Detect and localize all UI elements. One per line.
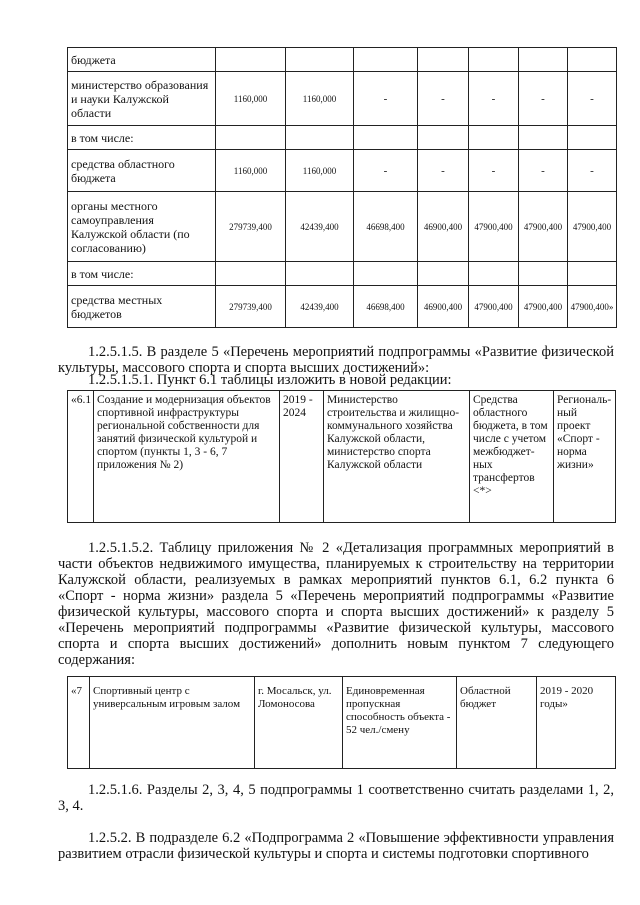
paragraph-1-2-5-2: 1.2.5.2. В подразделе 6.2 «Подпрограмма 2 «Повышение эффективности управления развитием отрасли физической культуры и спорта и системы подготовки спортивного [58,830,614,862]
value-cell: 47900,400 [519,286,568,328]
item-number: «7 [68,677,90,769]
value-cell [286,48,354,72]
item-name: Создание и модернизация объектов спортивной инфраструктуры региональной собственности для занятий физической культурой и спортом (пункты 1, 3 - 6, 7 приложения № 2) [94,391,280,523]
value-cell: - [568,150,617,192]
value-cell: 46900,400 [418,192,469,262]
row-label: министерство образования и науки Калужской области [68,72,216,126]
value-cell [519,126,568,150]
row-label: в том числе: [68,126,216,150]
value-cell: - [568,72,617,126]
paragraph-1-2-5-1-6: 1.2.5.1.6. Разделы 2, 3, 4, 5 подпрограммы 1 соответственно считать разделами 1, 2, 3, 4. [58,782,614,814]
row-label: органы местного самоуправления Калужской области (по согласованию) [68,192,216,262]
value-cell [216,262,286,286]
table-row [68,48,617,72]
value-cell: 47900,400 [469,286,519,328]
value-cell: 47900,400» [568,286,617,328]
value-cell [418,126,469,150]
item-project: Региональ-ный проект «Спорт - норма жизни» [554,391,616,523]
value-cell: 46698,400 [354,192,418,262]
item-period: 2019 - 2024 [280,391,324,523]
row-label: средства местных бюджетов [68,286,216,328]
row-label: бюджета [68,48,216,72]
value-cell: - [469,150,519,192]
value-cell: 279739,400 [216,192,286,262]
value-cell: 46900,400 [418,286,469,328]
table-row [68,286,617,328]
value-cell: 47900,400 [568,192,617,262]
item-number: «6.1 [68,391,94,523]
value-cell [469,126,519,150]
value-cell [286,262,354,286]
value-cell [519,48,568,72]
object-location: г. Мосальск, ул. Ломоносова [255,677,343,769]
table-row [68,72,617,126]
value-cell [354,126,418,150]
row-label: средства областного бюджета [68,150,216,192]
value-cell: - [418,72,469,126]
value-cell [354,262,418,286]
value-cell: 42439,400 [286,192,354,262]
value-cell: 47900,400 [469,192,519,262]
value-cell [469,48,519,72]
value-cell: 1160,000 [286,72,354,126]
object-name: Спортивный центр с универсальным игровым залом [90,677,255,769]
value-cell: 42439,400 [286,286,354,328]
value-cell: - [519,72,568,126]
value-cell: 46698,400 [354,286,418,328]
value-cell [286,126,354,150]
object-capacity: Единовременная пропускная способность объекта - 52 чел./смену [343,677,457,769]
value-cell: 1160,000 [216,72,286,126]
value-cell: - [418,150,469,192]
value-cell [519,262,568,286]
item-6-1-table [67,390,616,523]
table-row [68,262,617,286]
value-cell [568,262,617,286]
value-cell [418,48,469,72]
value-cell: - [354,150,418,192]
paragraph-1-2-5-1-5-2: 1.2.5.1.5.2. Таблицу приложения № 2 «Детализация программных мероприятий в части объектов недвижимого имущества, планируемых к строительству на территории Калужской области, реализуемых в рамках мероприятий пунктов 6.1, 6.2 пункта 6 «Спорт - норма жизни» раздела 5 «Перечень мероприятий подпрограммы «Развитие физической культуры, массового спорта и спорта высших достижений» к разделу 5 «Перечень мероприятий подпрограммы «Развитие физической культуры, массового спорта и спорта высших достижений» дополнить новым пунктом 7 следующего содержания: [58,540,614,668]
financing-table [67,47,617,328]
value-cell: - [469,72,519,126]
value-cell: 1160,000 [216,150,286,192]
value-cell [354,48,418,72]
row-label: в том числе: [68,262,216,286]
paragraph-1-2-5-1-5-1: 1.2.5.1.5.1. Пункт 6.1 таблицы изложить в новой редакции: [88,372,452,388]
value-cell [568,48,617,72]
value-cell: 47900,400 [519,192,568,262]
funding-source: Областной бюджет [457,677,537,769]
table-row [68,126,617,150]
table-row [68,391,616,523]
item-funding-source: Средства областного бюджета, в том числе с учетом межбюджет-ных трансфертов <*> [470,391,554,523]
value-cell [216,48,286,72]
value-cell: - [354,72,418,126]
table-row [68,677,616,769]
value-cell: - [519,150,568,192]
construction-years: 2019 - 2020 годы» [537,677,616,769]
table-row [68,150,617,192]
item-7-table [67,676,616,769]
item-executor: Министерство строительства и жилищно-коммунального хозяйства Калужской области, министерство спорта Калужской области [324,391,470,523]
value-cell: 279739,400 [216,286,286,328]
value-cell [568,126,617,150]
table-row [68,192,617,262]
value-cell [469,262,519,286]
paragraph-1-2-5-1-5: 1.2.5.1.5. В разделе 5 «Перечень мероприятий подпрограммы «Развитие физической культуры, массового спорта и спорта высших достижений»: [58,344,614,376]
value-cell: 1160,000 [286,150,354,192]
value-cell [418,262,469,286]
value-cell [216,126,286,150]
